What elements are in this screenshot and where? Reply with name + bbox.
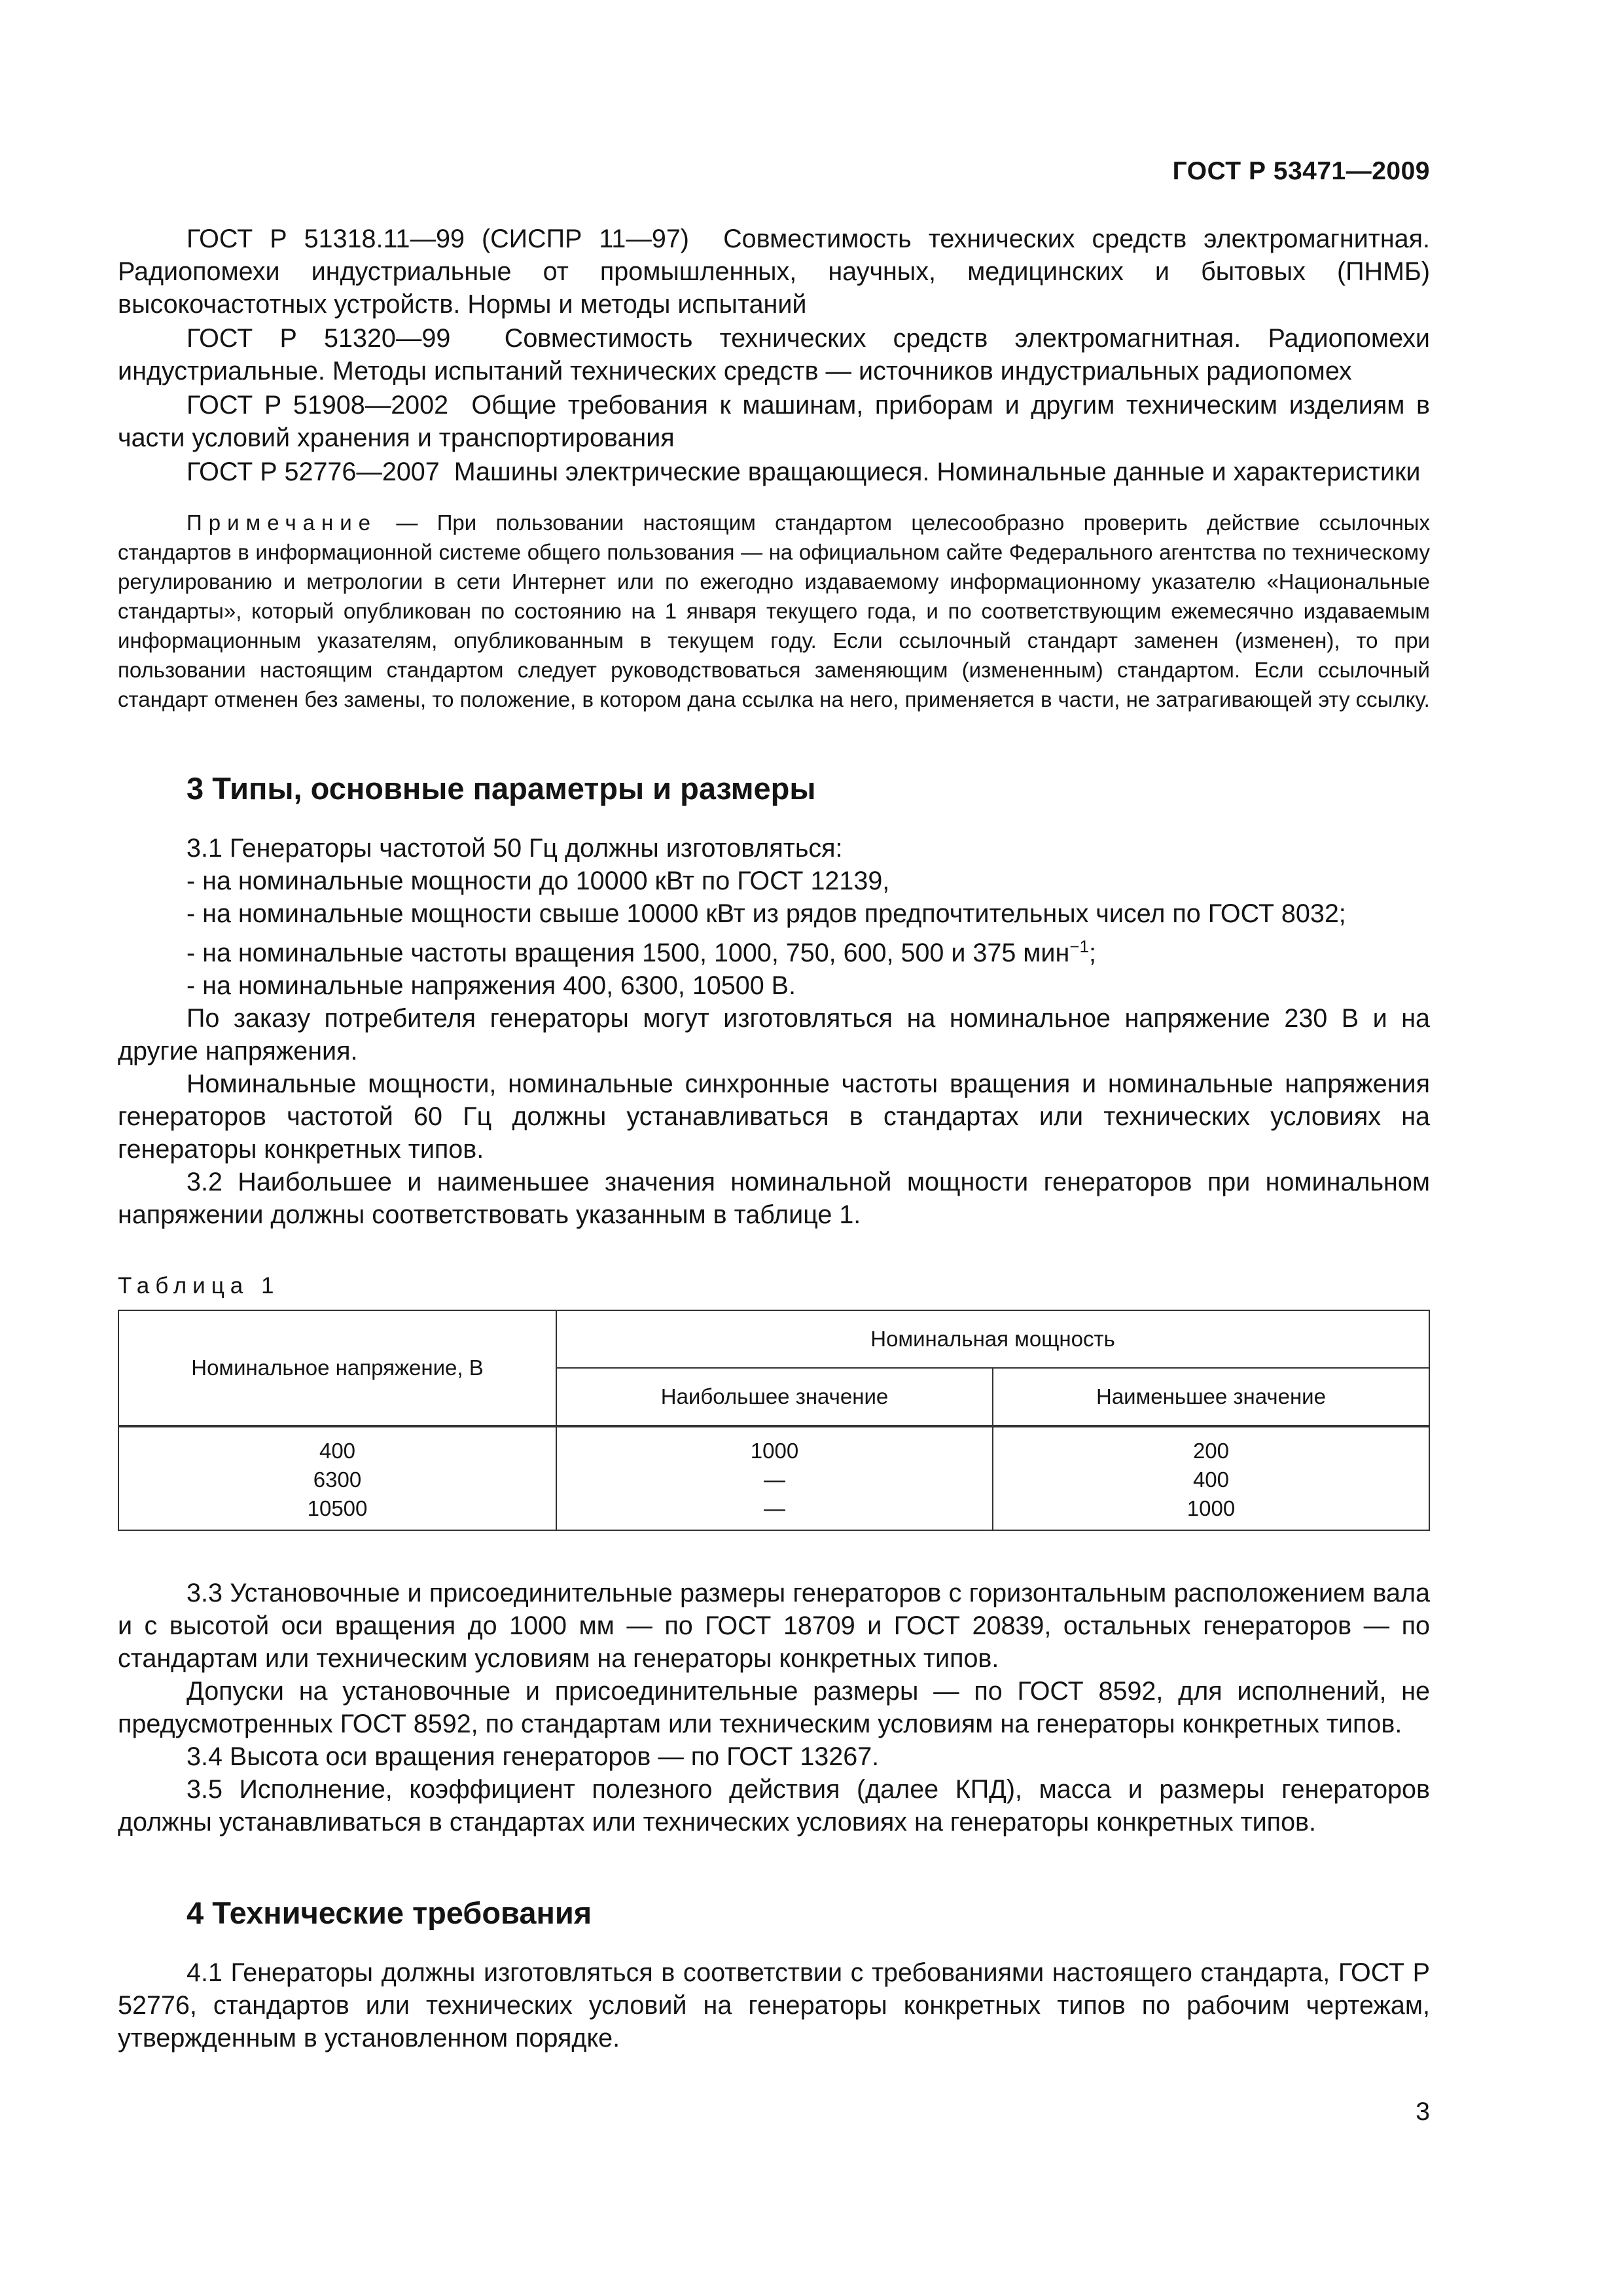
table-cell-value: 1000 [750, 1439, 799, 1463]
reference-title: Совместимость технических средств электромагнитная. Радиопомехи индустриальные от промышленных, научных, медицинских и бытовых (ПНМБ) высокочастотных устройств. Нормы и методы испытаний [118, 224, 1430, 319]
paragraph-3-2: 3.2 Наибольшее и наименьшее значения номинальной мощности генераторов при номинальном напряжении должны соответствовать указанным в таблице 1. [118, 1168, 1430, 1230]
list-item: - на номинальные напряжения 400, 6300, 10500 В. [187, 971, 796, 1001]
note-paragraph [118, 508, 1430, 714]
reference-code: ГОСТ Р 51908—2002 [187, 391, 449, 420]
list-item-end: ; [1088, 939, 1096, 968]
list-item: - на номинальные мощности свыше 10000 кВт из рядов предпочтительных чисел по ГОСТ 8032; [187, 899, 1346, 928]
table-header-min: Наименьшее значение [993, 1368, 1429, 1426]
list-item [118, 930, 1430, 969]
table-cell-voltages [118, 1426, 556, 1530]
table-cell-value: 1000 [1186, 1496, 1236, 1521]
table-header-voltage: Номинальное напряжение, В [118, 1310, 556, 1426]
table-cell-value: 200 [1192, 1439, 1230, 1463]
reference-title: Общие требования к машинам, приборам и другим техническим изделиям в части условий хранения и транспортирования [118, 391, 1431, 452]
reference-item [118, 456, 1430, 488]
reference-item [118, 322, 1430, 387]
page-content [118, 223, 1430, 2054]
table-cell-value: 400 [319, 1439, 356, 1463]
paragraph-3-5: 3.5 Исполнение, коэффициент полезного действия (далее КПД), масса и размеры генераторов должны устанавливаться в стандартах или технических условиях на генераторы конкретных типов. [118, 1775, 1430, 1837]
paragraph-60hz: Номинальные мощности, номинальные синхронные частоты вращения и номинальные напряжения генераторов частотой 60 Гц должны устанавливаться в стандартах или технических условиях на генераторы конкретных типов. [118, 1069, 1430, 1164]
section-3-heading: 3 Типы, основные параметры и размеры [187, 771, 816, 806]
table-cell-value: 10500 [307, 1496, 368, 1521]
list-item: - на номинальные мощности до 10000 кВт по ГОСТ 12139, [187, 867, 890, 895]
table-cell-value: 400 [1192, 1467, 1230, 1492]
reference-code: ГОСТ Р 52776—2007 [187, 457, 440, 486]
document-code-header: ГОСТ Р 53471—2009 [1172, 157, 1430, 185]
note-text: — При пользовании настоящим стандартом целесообразно проверить действие ссылочных стандартов в информационной системе общего пользования — на официальном сайте Федерального агентства по техническому регулированию и метрологии в сети Интернет или по ежегодно издаваемому информационному указателю «Национальные стандарты», который опубликован по состоянию на 1 января текущего года, и по соответствующим ежемесячно издаваемым информационным указателям, опубликованным в текущем году. Если ссылочный стандарт заменен (изменен), то при пользовании настоящим стандартом следует руководствоваться заменяющим (измененным) стандартом. Если ссылочный стандарт отменен без замены, то положение, в котором дана ссылка на него, применяется в части, не затрагивающей эту ссылку. [118, 511, 1431, 711]
table-cell-max-values [556, 1426, 993, 1530]
table-cell-value: — [763, 1496, 785, 1521]
list-item-text: - на номинальные частоты вращения 1500, 1000, 750, 600, 500 и 375 мин [187, 939, 1070, 968]
reference-code: ГОСТ Р 51318.11—99 (СИСПР 11—97) [187, 224, 689, 253]
paragraph-tolerances: Допуски на установочные и присоединительные размеры — по ГОСТ 8592, для исполнений, не предусмотренных ГОСТ 8592, по стандартам или техническим условиям на генераторы конкретных типов. [118, 1677, 1430, 1739]
paragraph-4-1: 4.1 Генераторы должны изготовляться в соответствии с требованиями настоящего стандарта, ГОСТ Р 52776, стандартов или технических условий на генераторы конкретных типов по рабочим чертежам, утвержденным в установленном порядке. [118, 1958, 1430, 2053]
section-4-heading: 4 Технические требования [187, 1895, 592, 1931]
paragraph-customer-order: По заказу потребителя генераторы могут изготовляться на номинальное напряжение 230 В и на другие напряжения. [118, 1004, 1430, 1066]
table-1 [118, 1310, 1430, 1531]
note-label: Примечание [187, 511, 378, 535]
table-header-power: Номинальная мощность [556, 1310, 1429, 1368]
reference-title: Машины электрические вращающиеся. Номинальные данные и характеристики [454, 457, 1421, 486]
table-header-max: Наибольшее значение [556, 1368, 993, 1426]
reference-item [118, 223, 1430, 321]
table-caption: Таблица 1 [118, 1273, 280, 1299]
table-cell-value: — [763, 1467, 785, 1492]
paragraph-3-3: 3.3 Установочные и присоединительные размеры генераторов с горизонтальным расположением вала и с высотой оси вращения до 1000 мм — по ГОСТ 18709 и ГОСТ 20839, остальных генераторов — по стандартам или техническим условиям на генераторы конкретных типов. [118, 1579, 1430, 1674]
table-cell-min-values [993, 1426, 1429, 1530]
unit-superscript: −1 [1069, 937, 1089, 956]
table-cell-value: 6300 [313, 1467, 362, 1492]
reference-item [118, 389, 1430, 454]
paragraph-3-4: 3.4 Высота оси вращения генераторов — по ГОСТ 13267. [187, 1742, 880, 1772]
reference-code: ГОСТ Р 51320—99 [187, 324, 451, 353]
paragraph-3-1: 3.1 Генераторы частотой 50 Гц должны изготовляться: [187, 834, 843, 863]
page-number: 3 [1416, 2098, 1430, 2126]
table-row [118, 1426, 1429, 1530]
reference-title: Совместимость технических средств электромагнитная. Радиопомехи индустриальные. Методы испытаний технических средств — источников индустриальных радиопомех [118, 324, 1431, 386]
